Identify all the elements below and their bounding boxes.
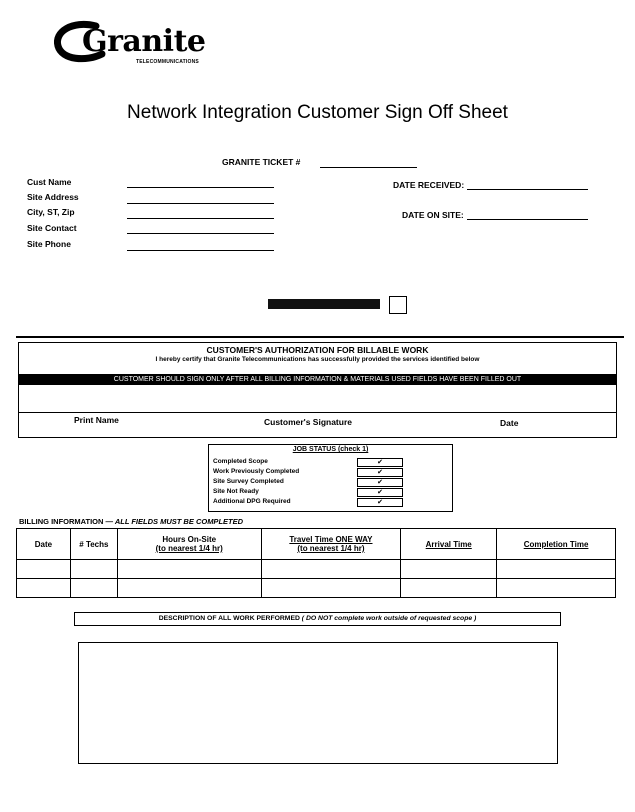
table-header-row xyxy=(17,529,616,560)
customer-signature-label: Customer's Signature xyxy=(264,417,352,427)
job-status-box xyxy=(208,444,453,512)
job-status-item: Completed Scope xyxy=(213,458,268,465)
job-status-checkbox[interactable]: ✔ xyxy=(357,458,403,467)
site-address-field[interactable] xyxy=(127,203,274,204)
cell[interactable] xyxy=(261,560,401,579)
redacted-label xyxy=(268,299,380,309)
job-status-checkbox[interactable]: ✔ xyxy=(357,468,403,477)
col-hours-title: Hours On-Site xyxy=(162,535,217,544)
billing-label xyxy=(19,517,243,526)
job-status-item: Site Not Ready xyxy=(213,488,259,495)
cell[interactable] xyxy=(17,579,71,598)
table-row[interactable] xyxy=(17,579,616,598)
site-contact-field[interactable] xyxy=(127,233,274,234)
job-status-checkbox[interactable]: ✔ xyxy=(357,478,403,487)
logo-word: Granite xyxy=(82,24,206,59)
site-phone-label: Site Phone xyxy=(27,239,71,249)
col-travel-sub: (to nearest 1/4 hr) xyxy=(297,544,365,553)
granite-logo xyxy=(52,18,222,70)
date-received-field[interactable] xyxy=(467,189,588,190)
auth-certify-text: I hereby certify that Granite Telecommunications has successfully provided the services identified below xyxy=(155,356,480,363)
auth-date-label: Date xyxy=(500,418,519,428)
col-travel-title: Travel Time ONE WAY xyxy=(289,535,373,544)
cell[interactable] xyxy=(17,560,71,579)
job-status-item: Work Previously Completed xyxy=(213,468,300,475)
auth-signature-line[interactable] xyxy=(19,412,616,413)
cell[interactable] xyxy=(117,560,261,579)
cell[interactable] xyxy=(497,560,616,579)
city-st-zip-field[interactable] xyxy=(127,218,274,219)
description-header xyxy=(74,612,561,626)
col-completion: Completion Time xyxy=(497,529,616,560)
billing-note: — ALL FIELDS MUST BE COMPLETED xyxy=(103,517,244,526)
separator xyxy=(16,336,624,338)
site-phone-field[interactable] xyxy=(127,250,274,251)
description-note: ( DO NOT complete work outside of requested scope ) xyxy=(299,615,477,622)
col-date: Date xyxy=(17,529,71,560)
billing-table xyxy=(16,528,616,598)
cust-name-field[interactable] xyxy=(127,187,274,188)
col-hours xyxy=(117,529,261,560)
job-status-item: Additional DPG Required xyxy=(213,498,291,505)
auth-title: CUSTOMER'S AUTHORIZATION FOR BILLABLE WORK xyxy=(206,345,429,355)
auth-banner: CUSTOMER SHOULD SIGN ONLY AFTER ALL BILLING INFORMATION & MATERIALS USED FIELDS HAVE BEEN FILLED OUT xyxy=(19,374,616,385)
ticket-label: GRANITE TICKET # xyxy=(222,157,301,167)
cell[interactable] xyxy=(70,579,117,598)
date-on-site-field[interactable] xyxy=(467,219,588,220)
cell[interactable] xyxy=(401,579,497,598)
table-row[interactable] xyxy=(17,560,616,579)
description-textarea[interactable] xyxy=(78,642,558,764)
ticket-field[interactable] xyxy=(320,167,417,168)
job-status-item: Site Survey Completed xyxy=(213,478,284,485)
cell[interactable] xyxy=(117,579,261,598)
col-hours-sub: (to nearest 1/4 hr) xyxy=(155,544,223,553)
col-arrival: Arrival Time xyxy=(401,529,497,560)
logo-subtitle: TELECOMMUNICATIONS xyxy=(136,59,199,65)
cell[interactable] xyxy=(70,560,117,579)
billing-title: BILLING INFORMATION xyxy=(19,517,104,526)
description-label: DESCRIPTION OF ALL WORK PERFORMED xyxy=(158,615,300,622)
job-status-title: JOB STATUS (check 1) xyxy=(292,446,369,453)
page-title: Network Integration Customer Sign Off Sheet xyxy=(127,102,508,123)
job-status-checkbox[interactable]: ✔ xyxy=(357,488,403,497)
job-status-checkbox[interactable]: ✔ xyxy=(357,498,403,507)
cell[interactable] xyxy=(497,579,616,598)
print-name-label: Print Name xyxy=(74,415,119,425)
cust-name-label: Cust Name xyxy=(27,177,72,187)
col-travel xyxy=(261,529,401,560)
site-address-label: Site Address xyxy=(27,192,79,202)
date-on-site-label: DATE ON SITE: xyxy=(402,210,464,220)
site-contact-label: Site Contact xyxy=(27,223,77,233)
cell[interactable] xyxy=(401,560,497,579)
city-st-zip-label: City, ST, Zip xyxy=(27,207,75,217)
date-received-label: DATE RECEIVED: xyxy=(393,180,465,190)
col-techs: # Techs xyxy=(70,529,117,560)
checkbox[interactable] xyxy=(389,296,407,314)
cell[interactable] xyxy=(261,579,401,598)
